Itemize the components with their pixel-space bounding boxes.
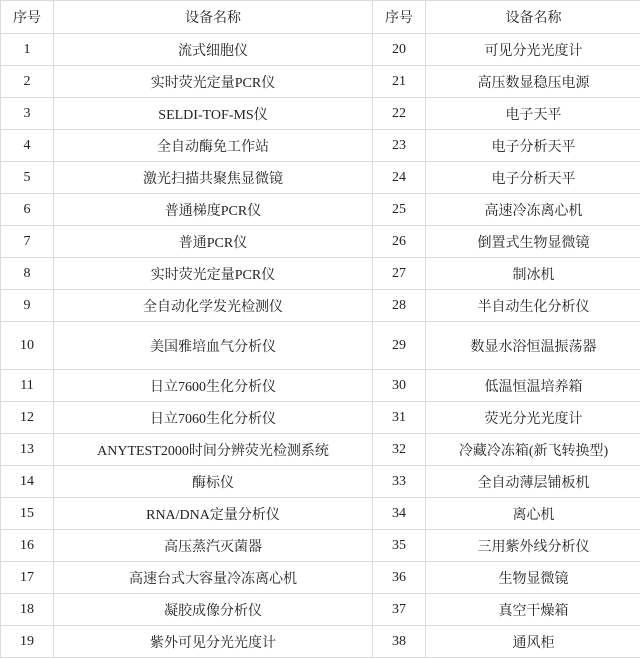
row-index: 34 <box>373 498 426 530</box>
device-name: 真空干燥箱 <box>426 594 640 626</box>
table-row <box>1 626 640 658</box>
row-index: 23 <box>373 130 426 162</box>
row-index: 12 <box>1 402 54 434</box>
row-index: 18 <box>1 594 54 626</box>
device-name: 全自动酶免工作站 <box>54 130 373 162</box>
device-name: 电子分析天平 <box>426 162 640 194</box>
device-name: 高速冷冻离心机 <box>426 194 640 226</box>
header-device-name: 设备名称 <box>54 1 373 34</box>
table-row <box>1 130 640 162</box>
device-name: 通风柜 <box>426 626 640 658</box>
row-index: 21 <box>373 66 426 98</box>
device-name: 日立7600生化分析仪 <box>54 370 373 402</box>
row-index: 32 <box>373 434 426 466</box>
table-row <box>1 226 640 258</box>
row-index: 29 <box>373 322 426 370</box>
row-index: 10 <box>1 322 54 370</box>
row-index: 11 <box>1 370 54 402</box>
row-index: 31 <box>373 402 426 434</box>
row-index: 37 <box>373 594 426 626</box>
row-index: 30 <box>373 370 426 402</box>
header-index: 序号 <box>1 1 54 34</box>
table-row <box>1 66 640 98</box>
device-name: 生物显微镜 <box>426 562 640 594</box>
table-row <box>1 258 640 290</box>
row-index: 13 <box>1 434 54 466</box>
device-name: 电子分析天平 <box>426 130 640 162</box>
row-index: 6 <box>1 194 54 226</box>
row-index: 17 <box>1 562 54 594</box>
table-row <box>1 530 640 562</box>
device-name: 普通PCR仪 <box>54 226 373 258</box>
device-name: ANYTEST2000时间分辨荧光检测系统 <box>54 434 373 466</box>
device-name: 全自动化学发光检测仪 <box>54 290 373 322</box>
device-name: 半自动生化分析仪 <box>426 290 640 322</box>
table-row <box>1 562 640 594</box>
table-row <box>1 370 640 402</box>
device-name: 荧光分光光度计 <box>426 402 640 434</box>
device-name: RNA/DNA定量分析仪 <box>54 498 373 530</box>
device-name: 高压数显稳压电源 <box>426 66 640 98</box>
table-row <box>1 34 640 66</box>
row-index: 25 <box>373 194 426 226</box>
device-name: 低温恒温培养箱 <box>426 370 640 402</box>
device-name: 三用紫外线分析仪 <box>426 530 640 562</box>
header-index: 序号 <box>373 1 426 34</box>
device-name: 流式细胞仪 <box>54 34 373 66</box>
table-row <box>1 322 640 370</box>
row-index: 36 <box>373 562 426 594</box>
device-name: 酶标仪 <box>54 466 373 498</box>
row-index: 22 <box>373 98 426 130</box>
device-name: 实时荧光定量PCR仪 <box>54 258 373 290</box>
row-index: 9 <box>1 290 54 322</box>
device-name: 实时荧光定量PCR仪 <box>54 66 373 98</box>
table-row <box>1 434 640 466</box>
row-index: 26 <box>373 226 426 258</box>
row-index: 16 <box>1 530 54 562</box>
device-name: 倒置式生物显微镜 <box>426 226 640 258</box>
table-row <box>1 98 640 130</box>
device-name: 日立7060生化分析仪 <box>54 402 373 434</box>
row-index: 28 <box>373 290 426 322</box>
device-name: 制冰机 <box>426 258 640 290</box>
row-index: 2 <box>1 66 54 98</box>
table-header-row <box>1 1 640 34</box>
device-name: 美国雅培血气分析仪 <box>54 322 373 370</box>
table-row <box>1 194 640 226</box>
device-name: 数显水浴恒温振荡器 <box>426 322 640 370</box>
row-index: 35 <box>373 530 426 562</box>
device-name: 普通梯度PCR仪 <box>54 194 373 226</box>
row-index: 27 <box>373 258 426 290</box>
row-index: 4 <box>1 130 54 162</box>
table-row <box>1 290 640 322</box>
table-row <box>1 162 640 194</box>
row-index: 15 <box>1 498 54 530</box>
row-index: 7 <box>1 226 54 258</box>
row-index: 19 <box>1 626 54 658</box>
device-name: 紫外可见分光光度计 <box>54 626 373 658</box>
device-name: 凝胶成像分析仪 <box>54 594 373 626</box>
device-name: 高速台式大容量冷冻离心机 <box>54 562 373 594</box>
row-index: 33 <box>373 466 426 498</box>
device-name: 可见分光光度计 <box>426 34 640 66</box>
device-name: 电子天平 <box>426 98 640 130</box>
row-index: 3 <box>1 98 54 130</box>
row-index: 38 <box>373 626 426 658</box>
header-device-name: 设备名称 <box>426 1 640 34</box>
row-index: 1 <box>1 34 54 66</box>
row-index: 24 <box>373 162 426 194</box>
row-index: 20 <box>373 34 426 66</box>
device-name: 全自动薄层铺板机 <box>426 466 640 498</box>
table-row <box>1 402 640 434</box>
device-name: 离心机 <box>426 498 640 530</box>
row-index: 8 <box>1 258 54 290</box>
table-row <box>1 498 640 530</box>
device-name: 冷藏冷冻箱(新飞转换型) <box>426 434 640 466</box>
table-row <box>1 594 640 626</box>
row-index: 5 <box>1 162 54 194</box>
device-name: 高压蒸汽灭菌器 <box>54 530 373 562</box>
device-name: SELDI-TOF-MS仪 <box>54 98 373 130</box>
row-index: 14 <box>1 466 54 498</box>
device-name: 激光扫描共聚焦显微镜 <box>54 162 373 194</box>
table-row <box>1 466 640 498</box>
